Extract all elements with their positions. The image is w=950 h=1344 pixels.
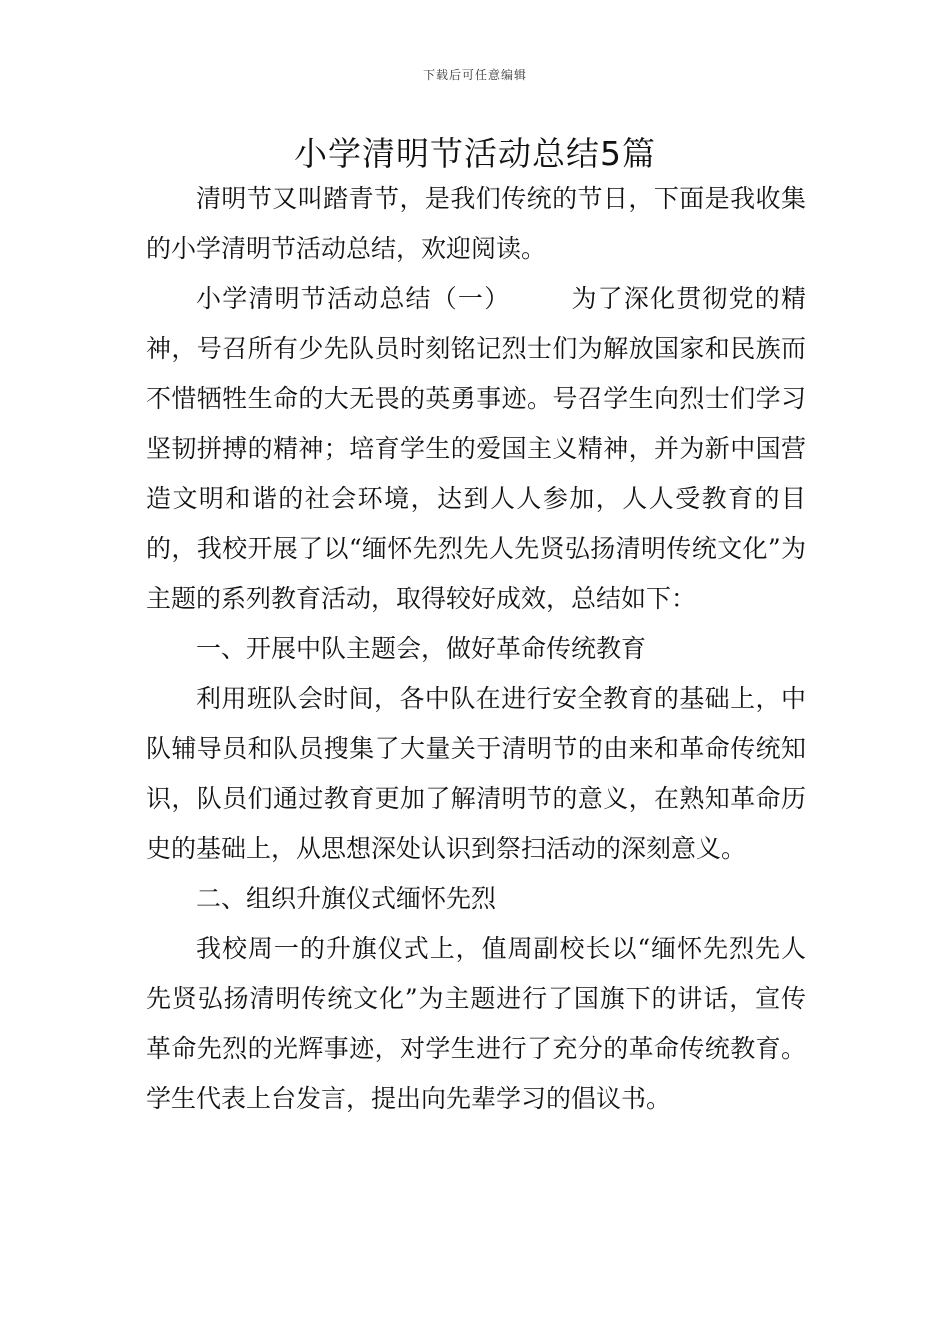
intro-paragraph: 清明节又叫踏青节，是我们传统的节日，下面是我收集的小学清明节活动总结，欢迎阅读。 [146, 184, 806, 263]
section-1-heading: 小学清明节活动总结（一） [196, 284, 511, 313]
part-1-heading: 一、开展中队主题会，做好革命传统教育 [196, 634, 647, 663]
part-2-heading: 二、组织升旗仪式缅怀先烈 [196, 884, 497, 913]
part-2-paragraph: 我校周一的升旗仪式上，值周副校长以“缅怀先烈先人先贤弘扬清明传统文化”为主题进行了国旗下的讲话，宣传革命先烈的光辉事迹，对学生进行了充分的革命传统教育。学生代表上台发言，提出向先辈学习的倡议书。 [146, 934, 806, 1113]
section-1-paragraph [146, 274, 806, 624]
part-1-paragraph: 利用班队会时间，各中队在进行安全教育的基础上，中队辅导员和队员搜集了大量关于清明节的由来和革命传统知识，队员们通过教育更加了解清明节的意义，在熟知革命历史的基础上，从思想深处认识到祭扫活动的深刻意义。 [146, 684, 806, 863]
header-note: 下载后可任意编辑 [422, 68, 527, 82]
document-title: 小学清明节活动总结5篇 [294, 134, 656, 173]
document-body [146, 174, 806, 1124]
section-1-text: 为了深化贯彻党的精神，号召所有少先队员时刻铭记烈士们为解放国家和民族而不惜牺牲生命的大无畏的英勇事迹。号召学生向烈士们学习坚韧拼搏的精神；培育学生的爱国主义精神，并为新中国营造文明和谐的社会环境，达到人人参加，人人受教育的目的，我校开展了以“缅怀先烈先人先贤弘扬清明传统文化”为主题的系列教育活动，取得较好成效，总结如下： [146, 284, 806, 613]
